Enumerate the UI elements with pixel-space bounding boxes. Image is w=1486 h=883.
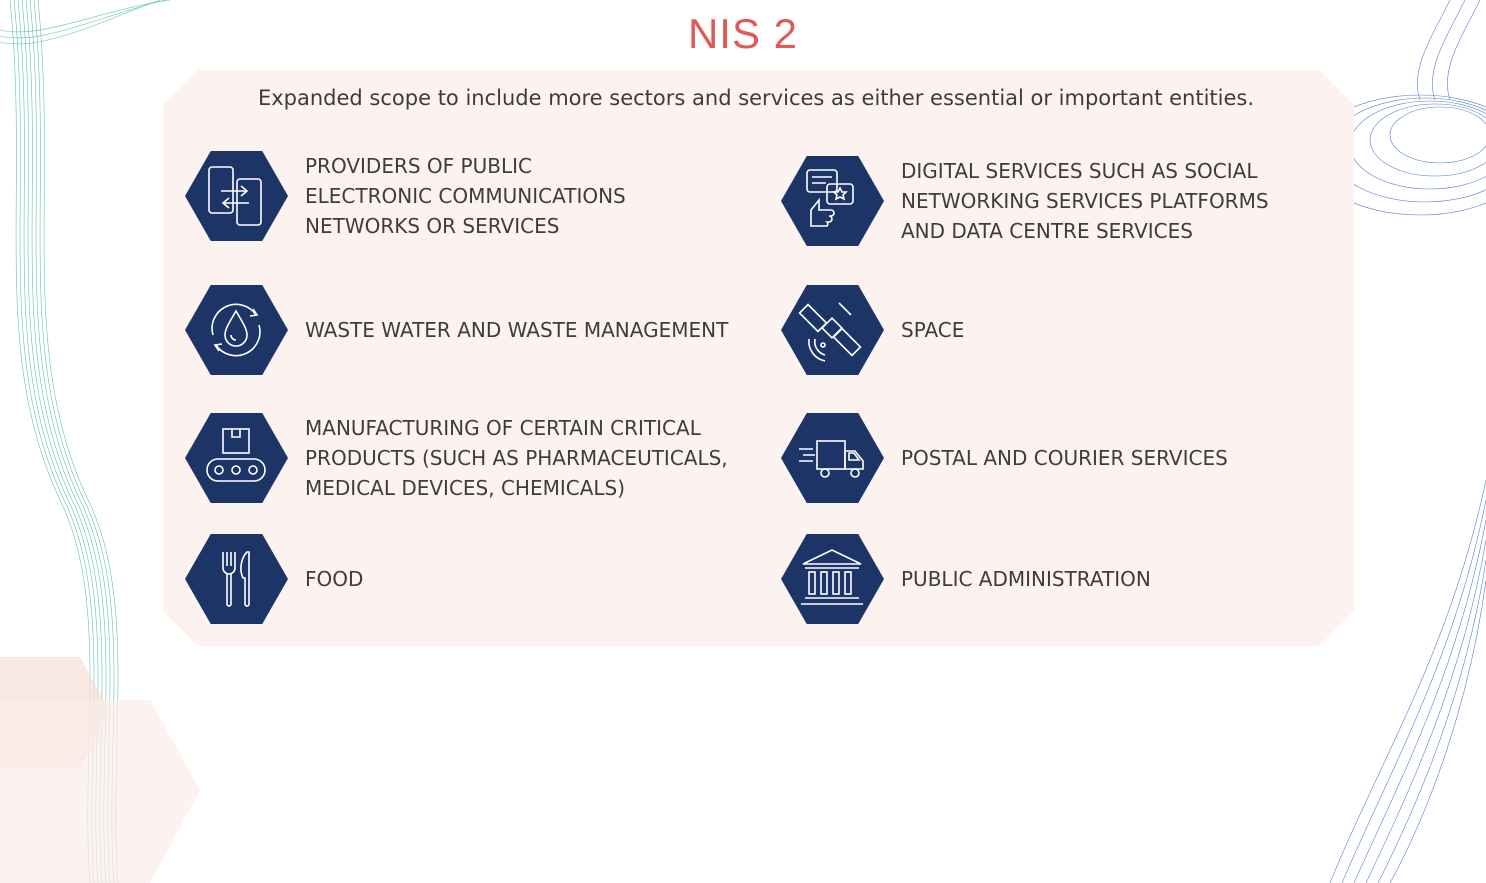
sector-item-public-administration [781,534,1361,626]
fork-knife-icon [201,544,271,614]
satellite-icon [797,295,867,365]
sector-item-manufacturing [185,413,765,505]
hexagon-badge [185,534,288,624]
sector-label: WASTE WATER AND WASTE MANAGEMENT [305,318,729,342]
sector-label: FOOD [305,567,364,591]
hexagon-badge [185,413,288,503]
government-building-icon [797,544,867,614]
hexagon-badge [781,534,884,624]
sector-item-space [781,285,1361,377]
sector-item-food [185,534,765,626]
sector-label: SPACE [901,318,965,342]
sector-item-digital-services [781,156,1361,248]
phones-exchange-icon [201,161,271,231]
sector-item-postal-courier [781,413,1361,505]
water-drop-recycle-icon [201,295,271,365]
sector-label: PROVIDERS OF PUBLIC ELECTRONIC COMMUNICATIONS NETWORKS OR SERVICES [305,154,626,238]
sector-label: PUBLIC ADMINISTRATION [901,567,1151,591]
sector-label: POSTAL AND COURIER SERVICES [901,446,1228,470]
sector-label: MANUFACTURING OF CERTAIN CRITICAL PRODUCTS (SUCH AS PHARMACEUTICALS, MEDICAL DEVICES, CHEMICALS) [305,416,728,500]
hexagon-badge [781,285,884,375]
sector-label: DIGITAL SERVICES SUCH AS SOCIAL NETWORKING SERVICES PLATFORMS AND DATA CENTRE SERVICES [901,159,1269,243]
hexagon-badge [781,413,884,503]
conveyor-box-icon [201,423,271,493]
hexagon-badge [781,156,884,246]
sector-item-waste-water [185,285,765,377]
subtitle: Expanded scope to include more sectors and services as either essential or important entities. [257,86,1255,110]
hexagon-badge [185,285,288,375]
delivery-truck-icon [797,423,867,493]
sector-item-electronic-communications [185,151,765,243]
hexagon-badge [185,151,288,241]
page-title: NIS 2 [687,10,799,57]
social-thumbs-up-icon [797,166,867,236]
